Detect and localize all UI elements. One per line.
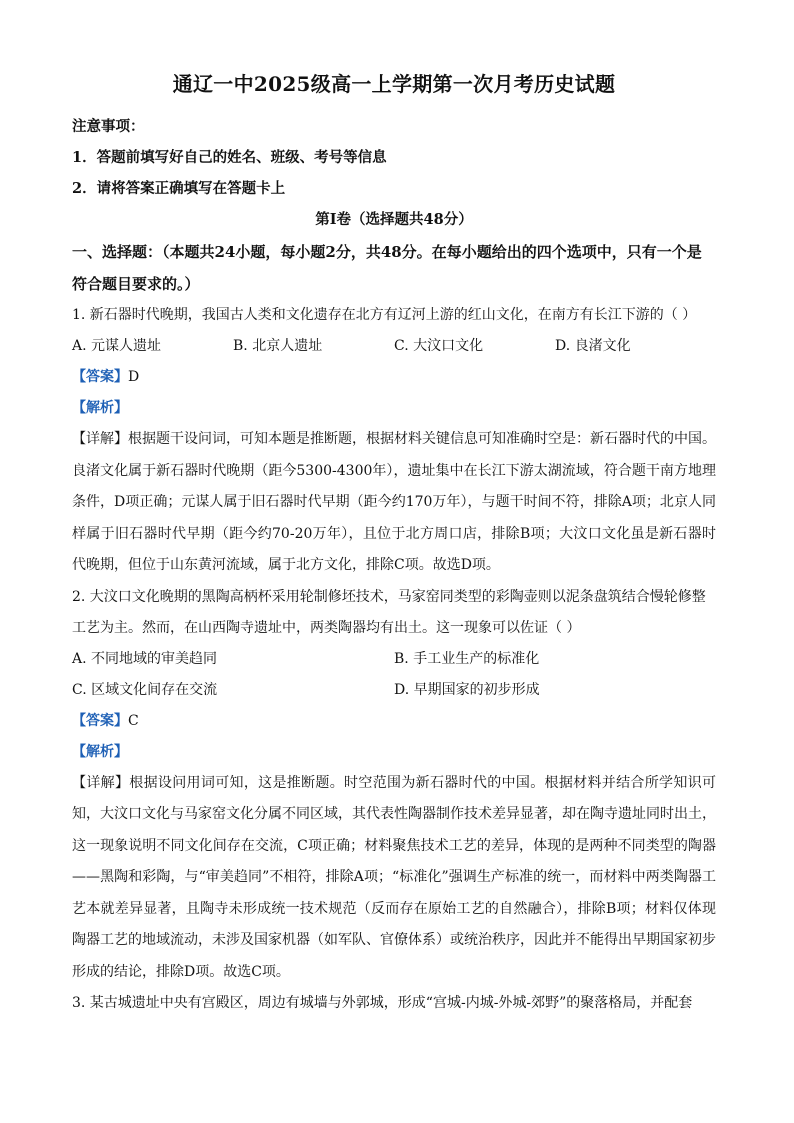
question-2-options-row-1 (72, 644, 716, 675)
analysis-label: 【解析】 (72, 400, 128, 416)
question-2-stem: 2. 大汶口文化晚期的黑陶高柄杯采用轮制修坯技术，马家窑同类型的彩陶壶则以泥条盘筑结合慢轮修整工艺为主。然而，在山西陶寺遗址中，两类陶器均有出土。这一现象可以佐证（ ） (72, 588, 706, 636)
question-1-option-b: B. 北京人遗址 (233, 338, 323, 354)
question-2-options-row-2 (72, 675, 716, 706)
answer-label: 【答案】 (72, 369, 128, 385)
question-1-option-c: C. 大汶口文化 (394, 338, 484, 354)
question-1-option-a: A. 元谋人遗址 (72, 338, 162, 354)
question-1-stem: 1. 新石器时代晚期，我国古人类和文化遗存在北方有辽河上游的红山文化，在南方有长江下游的（ ） (72, 307, 697, 323)
question-2-option-d: D. 早期国家的初步形成 (394, 681, 540, 698)
notice-heading: 注意事项： (72, 118, 145, 135)
answer-value: D (128, 369, 140, 385)
notice-item-1: 1．答题前填写好自己的姓名、班级、考号等信息 (72, 149, 387, 166)
detail-text: 根据题干设问词，可知本题是推断题，根据材料关键信息可知准确时空是：新石器时代的中国。良渚文化属于新石器时代晚期（距今5300-4300年），遗址集中在长江下游太湖流域，符合题干南方地理条件，D项正确；元谋人属于旧石器时代早期（距今约170万年），与题干时间不符，排除A项；北京人同样属于旧石器时代早期（距今约70-20万年），且位于北方周口店，排除B项；大汶口文化虽是新石器时代晚期，但位于山东黄河流域，属于北方文化，排除C项。故选D项。 (72, 431, 716, 573)
detail-label: 【详解】 (72, 774, 130, 791)
exam-title: 通辽一中2025级高一上学期第一次月考历史试题 (172, 72, 616, 96)
detail-text: 根据设问用词可知，这是推断题。时空范围为新石器时代的中国。根据材料并结合所学知识可知，大汶口文化与马家窑文化分属不同区域，其代表性陶器制作技术差异显著，却在陶寺遗址同时出土，这一现象说明不同文化间存在交流，C项正确；材料聚焦技术工艺的差异，体现的是两种不同类型的陶器——黑陶和彩陶，与“审美趋同”不相符，排除A项；“标准化”强调生产标准的统一，而材料中两类陶器工艺本就差异显著，且陶寺未形成统一技术规范（反而存在原始工艺的自然融合），排除B项；材料仅体现陶器工艺的地域流动，未涉及国家机器（如军队、官僚体系）或统治秩序，因此并不能得出早期国家初步形成的结论，排除D项。故选C项。 (72, 774, 717, 980)
question-1-analysis (72, 393, 716, 424)
question-1-detail (72, 424, 716, 582)
question-2-analysis (72, 737, 716, 768)
part-heading: 一、选择题：（本题共24小题，每小题2分，共48分。在每小题给出的四个选项中，只有一个是符合题目要求的。） (72, 243, 702, 293)
question-3-stem: 3. 某古城遗址中央有宫殿区，周边有城墙与外郭城，形成“宫城-内城-外城-郊野”的聚落格局，并配套 (72, 995, 693, 1011)
question-2-option-b: B. 手工业生产的标准化 (394, 650, 540, 667)
detail-label: 【详解】 (72, 431, 128, 447)
answer-label: 【答案】 (72, 712, 128, 729)
analysis-label: 【解析】 (72, 743, 128, 760)
notice-item-2: 2．请将答案正确填写在答题卡上 (72, 180, 286, 197)
question-1-option-d: D. 良渚文化 (555, 338, 631, 354)
question-2-option-a: A. 不同地域的审美趋同 (72, 650, 218, 667)
answer-value: C (128, 712, 139, 729)
question-1-answer (72, 362, 716, 393)
question-2-answer (72, 706, 716, 737)
question-2-detail (72, 768, 716, 989)
question-2-option-c: C. 区域文化间存在交流 (72, 681, 218, 698)
section-heading: 第Ⅰ卷（选择题共48分） (315, 211, 473, 228)
question-1-options (72, 331, 716, 362)
